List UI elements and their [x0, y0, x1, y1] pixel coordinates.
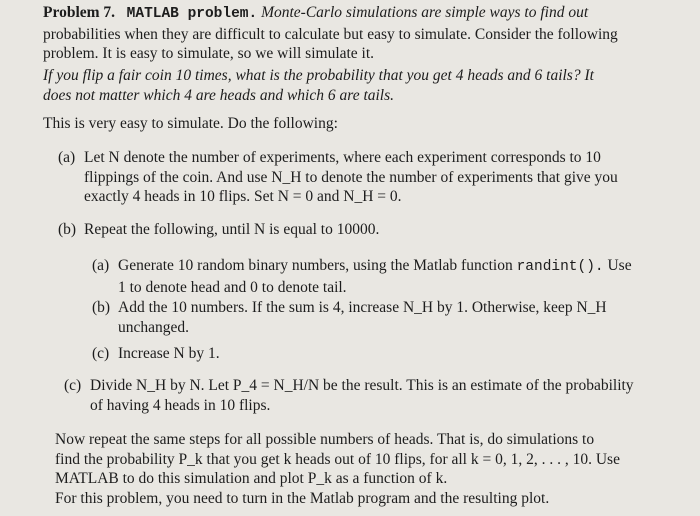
- substep-a-line-1-post: Use: [607, 257, 632, 274]
- problem-tag: MATLAB problem.: [126, 6, 258, 22]
- closing-line-3: MATLAB to do this simulation and plot P_k as a function of k.: [55, 470, 448, 487]
- step-c-line-2: of having 4 heads in 10 flips.: [90, 396, 271, 414]
- substep-c: [92, 344, 220, 364]
- intro-line-2: probabilities when they are difficult to calculate but easy to simulate. Consider the following: [43, 25, 618, 43]
- step-c-label: (c): [64, 377, 82, 394]
- substep-c-line-1: Increase N by 1.: [118, 345, 220, 362]
- substep-a: [92, 256, 692, 297]
- step-b-line-1: Repeat the following, until N is equal to 10000.: [84, 221, 380, 238]
- problem-intro: [43, 3, 693, 64]
- step-a-label: (a): [58, 149, 76, 166]
- problem-number: Problem 7.: [43, 4, 116, 21]
- closing-line-1: Now repeat the same steps for all possible numbers of heads. That is, do simulations to: [55, 431, 595, 448]
- step-a: [58, 148, 688, 207]
- intro-line-3: problem. It is easy to simulate, so we will simulate it.: [43, 45, 375, 62]
- step-a-line-1: Let N denote the number of experiments, where each experiment corresponds to 10: [84, 149, 601, 166]
- substep-c-label: (c): [92, 345, 110, 362]
- substep-b-line-2: unchanged.: [118, 318, 190, 336]
- step-b: [58, 220, 379, 240]
- substep-b-label: (b): [92, 299, 111, 316]
- step-c-line-1: Divide N_H by N. Let P_4 = N_H/N be the result. This is an estimate of the probability: [90, 377, 634, 394]
- substep-a-line-1-pre: Generate 10 random binary numbers, using the Matlab function: [118, 257, 513, 274]
- substep-b-line-1: Add the 10 numbers. If the sum is 4, increase N_H by 1. Otherwise, keep N_H: [118, 299, 607, 316]
- closing-line-2: find the probability P_k that you get k heads out of 10 flips, for all k = 0, 1, 2, . . . , 10. Use: [55, 450, 620, 468]
- closing-paragraph: [55, 430, 695, 508]
- closing-line-4: For this problem, you need to turn in the Matlab program and the resulting plot.: [55, 489, 550, 507]
- randint-code: randint().: [516, 259, 604, 275]
- question-line-2: does not matter which 4 are heads and which 6 are tails.: [43, 86, 395, 104]
- instruction-text: This is very easy to simulate. Do the following:: [43, 115, 338, 132]
- step-b-label: (b): [58, 221, 77, 238]
- step-a-line-2: flippings of the coin. And use N_H to denote the number of experiments that give you: [84, 168, 618, 186]
- intro-italic: Monte-Carlo simulations are simple ways to find out: [261, 4, 589, 21]
- question-line-1: If you flip a fair coin 10 times, what is the probability that you get 4 heads and 6 tails? It: [43, 67, 594, 84]
- step-a-line-3: exactly 4 heads in 10 flips. Set N = 0 and N_H = 0.: [84, 188, 402, 205]
- step-c: [64, 376, 694, 415]
- substep-b: [92, 298, 692, 337]
- substep-a-label: (a): [92, 257, 110, 274]
- substep-a-line-2: 1 to denote head and 0 to denote tail.: [118, 278, 347, 296]
- question-text: [43, 66, 693, 105]
